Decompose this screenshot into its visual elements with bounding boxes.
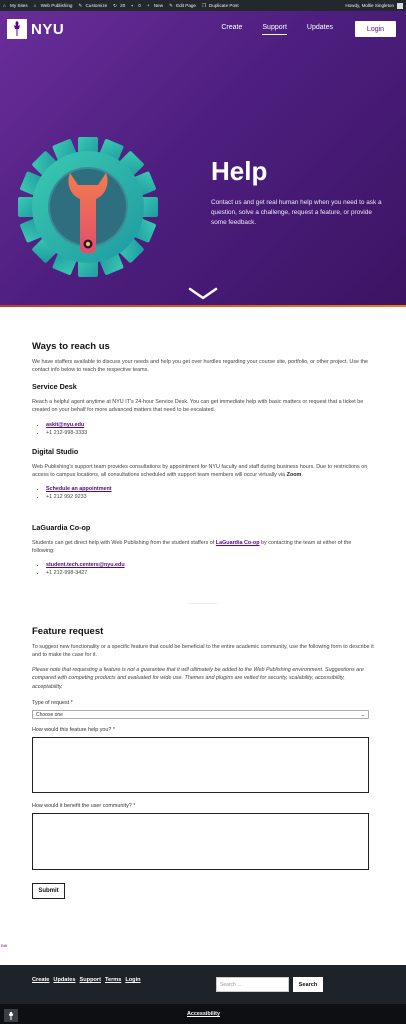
service-desk-heading-block	[32, 382, 374, 391]
footer-search-input[interactable]: Search ...	[216, 977, 289, 992]
admin-account[interactable]	[345, 3, 403, 9]
admin-updates[interactable]: ↻ 20	[113, 3, 126, 8]
copy-icon: ❐	[201, 3, 207, 8]
zoom-text: Zoom	[286, 472, 302, 479]
feature-help-textarea[interactable]	[32, 737, 369, 793]
digital-studio-heading: Digital Studio	[32, 447, 79, 456]
login-button[interactable]: Login	[355, 21, 396, 37]
service-desk-heading: Service Desk	[32, 382, 77, 391]
feature-heading: Feature request	[32, 626, 104, 637]
admin-duplicate-post[interactable]: ❐ Duplicate Post	[201, 3, 239, 8]
footer-search-button[interactable]: Search	[293, 977, 323, 992]
laguardia-block	[32, 539, 374, 578]
ways-intro: We have staffers available to discuss your needs and help you get over hurdles regarding your course site, portfolio, or other project. Use the contact info below to reach the respective teams.	[32, 359, 369, 374]
admin-my-sites[interactable]: ⌂ My Sites	[3, 3, 28, 8]
community-benefit-label: How would it benefit the user community? *	[32, 803, 136, 809]
ways-section	[32, 341, 374, 352]
admin-comments[interactable]: ▪ 0	[131, 3, 141, 8]
list-item: • +1 212-998-3333	[46, 429, 374, 437]
nav-support[interactable]: Support	[262, 24, 287, 35]
service-desk-text: Reach a helpful agent anytime at NYU IT's 24-hour Service Desk. You can get immediate help with basic matters or request that a ticket be created on your behalf for more advanced matters that need to be escalated.	[32, 399, 364, 414]
digital-studio-contacts	[32, 485, 374, 502]
comment-icon: ▪	[131, 3, 133, 8]
footer-link-login[interactable]: Login	[125, 977, 141, 983]
footer-link-support[interactable]: Support	[79, 977, 101, 983]
plus-icon: +	[146, 3, 150, 8]
chevron-down-icon: ⌄	[360, 711, 365, 718]
page-title: Help	[211, 156, 268, 186]
feature-intro-block	[32, 643, 374, 691]
list-item: • +1 212-998-3427	[46, 569, 374, 577]
laguardia-contacts	[32, 561, 374, 578]
hero-divider	[0, 305, 406, 307]
laguardia-heading: LaGuardia Co-op	[32, 523, 91, 532]
schedule-appointment-link[interactable]: Schedule an appointment	[46, 485, 112, 492]
q2-label-block	[32, 803, 374, 809]
accessibility-link[interactable]: Accessibility	[187, 1011, 220, 1017]
type-of-request-select[interactable]	[32, 710, 369, 719]
service-desk-block	[32, 398, 374, 438]
subfooter	[0, 1004, 406, 1024]
ways-heading: Ways to reach us	[32, 341, 110, 352]
q1-label-block	[32, 727, 374, 733]
nav-create[interactable]: Create	[221, 24, 243, 31]
main-nav	[201, 21, 396, 37]
footer-link-updates[interactable]: Updates	[53, 977, 76, 983]
type-of-request-value: Choose one	[36, 711, 63, 718]
service-desk-email-link[interactable]: askit@nyu.edu	[46, 421, 85, 428]
laguardia-heading-block	[32, 523, 374, 532]
feature-heading-block	[32, 626, 374, 637]
section-divider	[188, 603, 218, 604]
laguardia-text: Students can get direct help with Web Publishing from the student staffers of LaGuardia Co-op by contacting the team at either of the following:	[32, 540, 352, 555]
community-benefit-textarea[interactable]	[32, 813, 369, 870]
home-icon: ⌂	[33, 3, 37, 8]
gear-wrench-icon	[18, 137, 158, 277]
admin-greeting: Howdy, Mollie Singleton	[345, 3, 394, 8]
nyu-logo[interactable]	[7, 19, 64, 39]
digital-studio-text: Web Publishing's support team provides consultations by appointment for NYU faculty and staff during business hours. Due to restrictions on access to campus locations, all consultations scheduled with support team members will occur virtually via Zoom.	[32, 464, 368, 479]
list-item	[46, 421, 374, 429]
admin-site-name[interactable]: ⌂ Web Publishing	[33, 3, 73, 8]
list-item	[46, 485, 374, 493]
admin-customize[interactable]: ✎ Customize	[78, 3, 108, 8]
footer-nav	[32, 977, 145, 983]
hero-description: Contact us and get real human help when you need to ask a question, solve a challenge, request a feature, or provide some feedback.	[211, 199, 382, 226]
admin-new[interactable]: + New	[146, 3, 164, 8]
laguardia-email-link[interactable]: student.tech.centers@nyu.edu	[46, 561, 125, 568]
avatar	[397, 3, 403, 9]
footer	[0, 965, 406, 1004]
feature-intro: To suggest new functionality or a specific feature that could be beneficial to the entire academic community, use the following form to describe it and to make the case for it.	[32, 644, 374, 659]
admin-bar	[0, 0, 406, 11]
edit-link[interactable]: Edit	[1, 944, 8, 948]
feature-help-label: How would this feature help you? *	[32, 727, 116, 733]
chevron-down-icon[interactable]	[188, 287, 218, 301]
type-of-request-label: Type of request *	[32, 700, 73, 706]
service-desk-contacts	[32, 421, 374, 438]
feature-note: Please note that requesting a feature is not a guarantee that it will ultimately be added to the Web Publishing environment. Suggestions are compared with competing products and evaluated for wide use. Themes and plugins are vetted for security, scalability, accessibility, acceptability.	[32, 666, 364, 690]
footer-link-terms[interactable]: Terms	[104, 977, 122, 983]
torch-icon[interactable]	[4, 1009, 18, 1022]
type-label-block	[32, 700, 374, 706]
list-item: • +1 212 992 9233	[46, 493, 374, 501]
my-sites-icon: ⌂	[3, 3, 6, 8]
ways-intro-block	[32, 358, 374, 375]
nav-updates[interactable]: Updates	[306, 24, 333, 31]
footer-link-create[interactable]: Create	[32, 977, 50, 983]
hero-section	[0, 11, 406, 306]
list-item	[46, 561, 374, 569]
digital-studio-heading-block	[32, 447, 374, 456]
admin-edit-page[interactable]: ✎ Edit Page	[169, 3, 196, 8]
brush-icon: ✎	[78, 3, 83, 8]
laguardia-coop-link[interactable]: LaGuardia Co-op	[215, 540, 260, 546]
pencil-icon: ✎	[169, 3, 173, 8]
refresh-icon: ↻	[113, 3, 118, 8]
torch-icon	[7, 19, 27, 39]
logo-text: NYU	[31, 20, 65, 38]
submit-button[interactable]: Submit	[32, 883, 65, 899]
digital-studio-block	[32, 463, 374, 502]
